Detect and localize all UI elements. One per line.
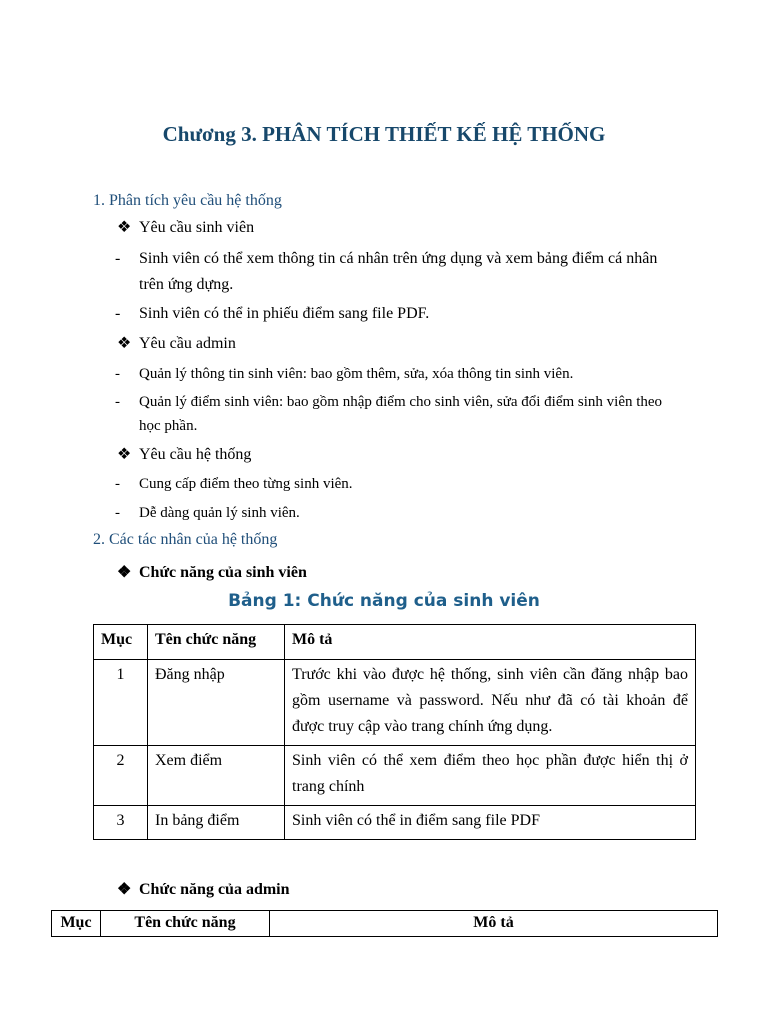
diamond-bullet-icon: ❖ [117, 564, 132, 581]
dash-bullet: - [115, 394, 120, 410]
table-row [94, 746, 696, 806]
student-functions-heading [117, 562, 307, 582]
chapter-title: Chương 3. PHÂN TÍCH THIẾT KẾ HỆ THỐNG [162, 122, 606, 146]
diamond-bullet-icon: ❖ [117, 881, 132, 898]
admin-requirements-heading [117, 333, 236, 353]
student-functions-table [93, 624, 696, 840]
list-item-text: Sinh viên có thể xem thông tin cá nhân trên ứng dụng và xem bảng điểm cá nhân trên ứng dựng. [139, 250, 658, 293]
table-row [94, 660, 696, 746]
column-header-function-name: Tên chức năng [148, 625, 285, 660]
table-header-row [52, 911, 718, 937]
function-description: Sinh viên có thể in điểm sang file PDF [285, 806, 696, 840]
row-number: 2 [94, 746, 148, 806]
row-number: 3 [94, 806, 148, 840]
system-requirements-label: Yêu cầu hệ thống [139, 446, 252, 463]
list-item [115, 362, 675, 386]
diamond-bullet-icon: ❖ [117, 219, 132, 236]
list-item [115, 246, 675, 298]
list-item-text: Dễ dàng quản lý sinh viên. [139, 505, 300, 521]
student-requirements-label: Yêu cầu sinh viên [139, 219, 255, 236]
admin-functions-heading [117, 879, 290, 899]
dash-bullet: - [115, 476, 120, 492]
diamond-bullet-icon: ❖ [117, 335, 132, 352]
column-header-item: Mục [94, 625, 148, 660]
dash-bullet: - [115, 505, 120, 521]
system-requirements-heading [117, 444, 251, 464]
table-row [94, 806, 696, 840]
student-functions-label: Chức năng của sinh viên [139, 564, 307, 581]
section-heading-requirements: 1. Phân tích yêu cầu hệ thống [93, 192, 282, 209]
list-item [115, 390, 675, 438]
admin-requirements-label: Yêu cầu admin [139, 335, 236, 352]
function-name: Đăng nhập [148, 660, 285, 746]
list-item-text: Sinh viên có thể in phiếu điểm sang file PDF. [139, 305, 430, 322]
student-requirements-heading [117, 217, 254, 237]
list-item-text: Quản lý điểm sinh viên: bao gồm nhập điểm cho sinh viên, sửa đổi điểm sinh viên theo học phần. [139, 394, 663, 434]
column-header-item: Mục [52, 911, 101, 937]
column-header-description: Mô tả [270, 911, 718, 937]
function-name: In bảng điểm [148, 806, 285, 840]
section-heading-actors: 2. Các tác nhân của hệ thống [93, 531, 278, 548]
column-header-description: Mô tả [285, 625, 696, 660]
column-header-function-name: Tên chức năng [101, 911, 270, 937]
dash-bullet: - [115, 305, 121, 322]
function-name: Xem điểm [148, 746, 285, 806]
admin-functions-label: Chức năng của admin [139, 881, 290, 898]
table-caption: Bảng 1: Chức năng của sinh viên [228, 591, 540, 611]
admin-functions-table [51, 910, 718, 937]
function-description: Trước khi vào được hệ thống, sinh viên cần đăng nhập bao gồm username và password. Nếu như đã có tài khoản để được truy cập vào trang chính ứng dụng. [285, 660, 696, 746]
table-header-row [94, 625, 696, 660]
dash-bullet: - [115, 366, 120, 382]
diamond-bullet-icon: ❖ [117, 446, 132, 463]
list-item [115, 501, 675, 525]
row-number: 1 [94, 660, 148, 746]
list-item-text: Cung cấp điểm theo từng sinh viên. [139, 476, 353, 492]
function-description: Sinh viên có thể xem điểm theo học phần được hiển thị ở trang chính [285, 746, 696, 806]
list-item-text: Quản lý thông tin sinh viên: bao gồm thêm, sửa, xóa thông tin sinh viên. [139, 366, 574, 382]
list-item [115, 301, 675, 327]
list-item [115, 472, 675, 496]
dash-bullet: - [115, 250, 121, 267]
